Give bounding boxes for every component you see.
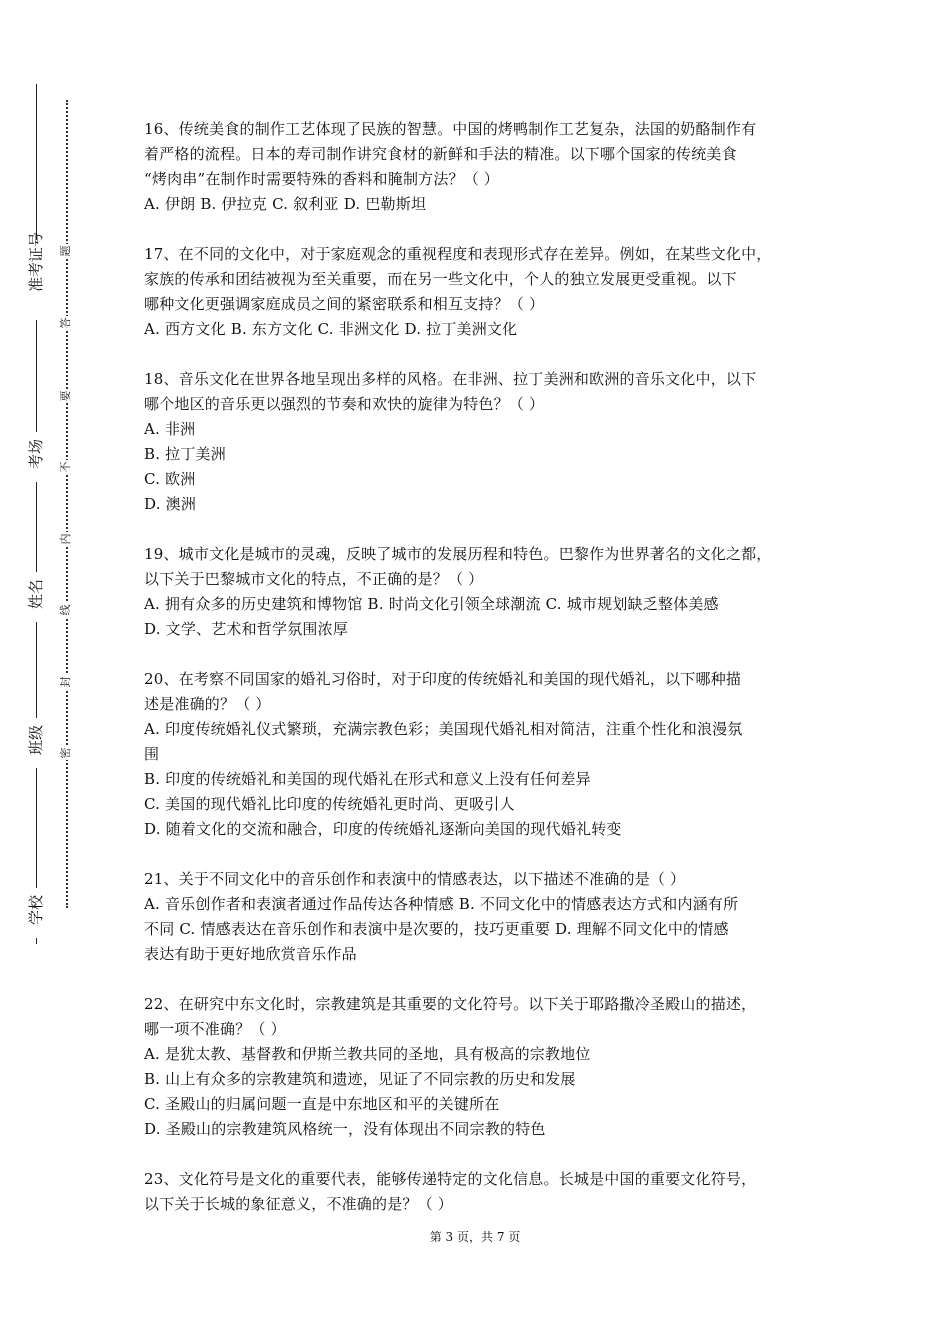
question-option: D. 澳洲 [144,495,197,513]
question-option: C. 圣殿山的归属问题一直是中东地区和平的关键所在 [144,1095,500,1113]
page-footer: 第 3 页，共 7 页 [429,1230,521,1244]
question-options: A. 伊朗 B. 伊拉克 C. 叙利亚 D. 巴勒斯坦 [144,195,427,213]
question-text: 23、文化符号是文化的重要代表，能够传递特定的文化信息。长城是中国的重要文化符号， [144,1170,757,1188]
name-label: 姓名 [24,572,48,622]
question-options: A. 拥有众多的历史建筑和博物馆 B. 时尚文化引领全球潮流 C. 城市规划缺乏整体美感 [144,595,719,613]
question-21 [144,867,814,967]
seal-char: 线 [59,604,72,616]
seal-char: 密 [59,747,72,759]
question-18 [144,367,814,517]
seal-char: 答 [59,317,72,329]
question-options: A. 西方文化 B. 东方文化 C. 非洲文化 D. 拉丁美洲文化 [144,320,518,338]
question-23 [144,1167,814,1217]
seal-char: 内 [59,533,72,545]
question-option: A. 是犹太教、基督教和伊斯兰教共同的圣地，具有极高的宗教地位 [144,1045,591,1063]
question-20 [144,667,814,842]
question-text: 家族的传承和团结被视为至关重要，而在另一些文化中，个人的独立发展更受重视。以下 [144,270,737,288]
question-options: 表达有助于更好地欣赏音乐作品 [144,945,357,963]
question-option: C. 美国的现代婚礼比印度的传统婚礼更时尚、更吸引人 [144,795,515,813]
seal-dotted-line [66,100,68,908]
question-17 [144,242,814,342]
question-text: 以下关于巴黎城市文化的特点，不正确的是？（ ） [144,570,484,588]
question-option: D. 文学、艺术和哲学氛围浓厚 [144,620,349,638]
question-text: 16、传统美食的制作工艺体现了民族的智慧。中国的烤鸭制作工艺复杂，法国的奶酪制作有 [144,120,757,138]
question-text: 19、城市文化是城市的灵魂，反映了城市的发展历程和特色。巴黎作为世界著名的文化之都， [144,545,772,563]
question-16 [144,117,814,217]
question-option: B. 山上有众多的宗教建筑和遗迹，见证了不同宗教的历史和发展 [144,1070,576,1088]
seal-char: 不 [59,461,72,473]
seal-char: 封 [59,676,72,688]
question-text: 哪个地区的音乐更以强烈的节奏和欢快的旋律为特色？（ ） [144,395,545,413]
question-option: D. 随着文化的交流和融合，印度的传统婚礼逐渐向美国的现代婚礼转变 [144,820,622,838]
class-label: 班级 [24,718,48,768]
question-option: 围 [144,745,160,763]
question-options: A. 音乐创作者和表演者通过作品传达各种情感 B. 不同文化中的情感表达方式和内涵有所 [144,895,739,913]
question-text: “烤肉串”在制作时需要特殊的香料和腌制方法？（ ） [144,170,500,188]
question-option: B. 印度的传统婚礼和美国的现代婚礼在形式和意义上没有任何差异 [144,770,591,788]
question-19 [144,542,814,642]
question-text: 哪一项不准确？（ ） [144,1020,286,1038]
question-options: 不同 C. 情感表达在音乐创作和表演中是次要的，技巧更重要 D. 理解不同文化中的情感 [144,920,729,938]
question-text: 哪种文化更强调家庭成员之间的紧密联系和相互支持？（ ） [144,295,545,313]
exam-id-label: 准考证号 [24,240,48,320]
question-text: 以下关于长城的象征意义，不准确的是？（ ） [144,1195,453,1213]
question-text: 着严格的流程。日本的寿司制作讲究食材的新鲜和手法的精准。以下哪个国家的传统美食 [144,145,737,163]
question-option: A. 非洲 [144,420,196,438]
question-text: 17、在不同的文化中，对于家庭观念的重视程度和表现形式存在差异。例如，在某些文化中， [144,245,772,263]
seal-char: 题 [59,245,72,257]
question-option: A. 印度传统婚礼仪式繁琐，充满宗教色彩；美国现代婚礼相对简洁，注重个性化和浪漫氛 [144,720,743,738]
question-list [144,117,814,1242]
question-text: 22、在研究中东文化时，宗教建筑是其重要的文化符号。以下关于耶路撒冷圣殿山的描述， [144,995,757,1013]
binding-line [36,84,37,944]
question-22 [144,992,814,1142]
seal-char: 要 [59,390,72,402]
question-option: B. 拉丁美洲 [144,445,226,463]
school-label: 学校 [24,888,48,938]
exam-room-label: 考场 [24,432,48,482]
question-text: 述是准确的？（ ） [144,695,271,713]
question-text: 18、音乐文化在世界各地呈现出多样的风格。在非洲、拉丁美洲和欧洲的音乐文化中，以下 [144,370,757,388]
question-option: C. 欧洲 [144,470,196,488]
question-option: D. 圣殿山的宗教建筑风格统一，没有体现出不同宗教的特色 [144,1120,546,1138]
question-text: 21、关于不同文化中的音乐创作和表演中的情感表达，以下描述不准确的是（ ） [144,870,686,888]
question-text: 20、在考察不同国家的婚礼习俗时，对于印度的传统婚礼和美国的现代婚礼，以下哪种描 [144,670,742,688]
